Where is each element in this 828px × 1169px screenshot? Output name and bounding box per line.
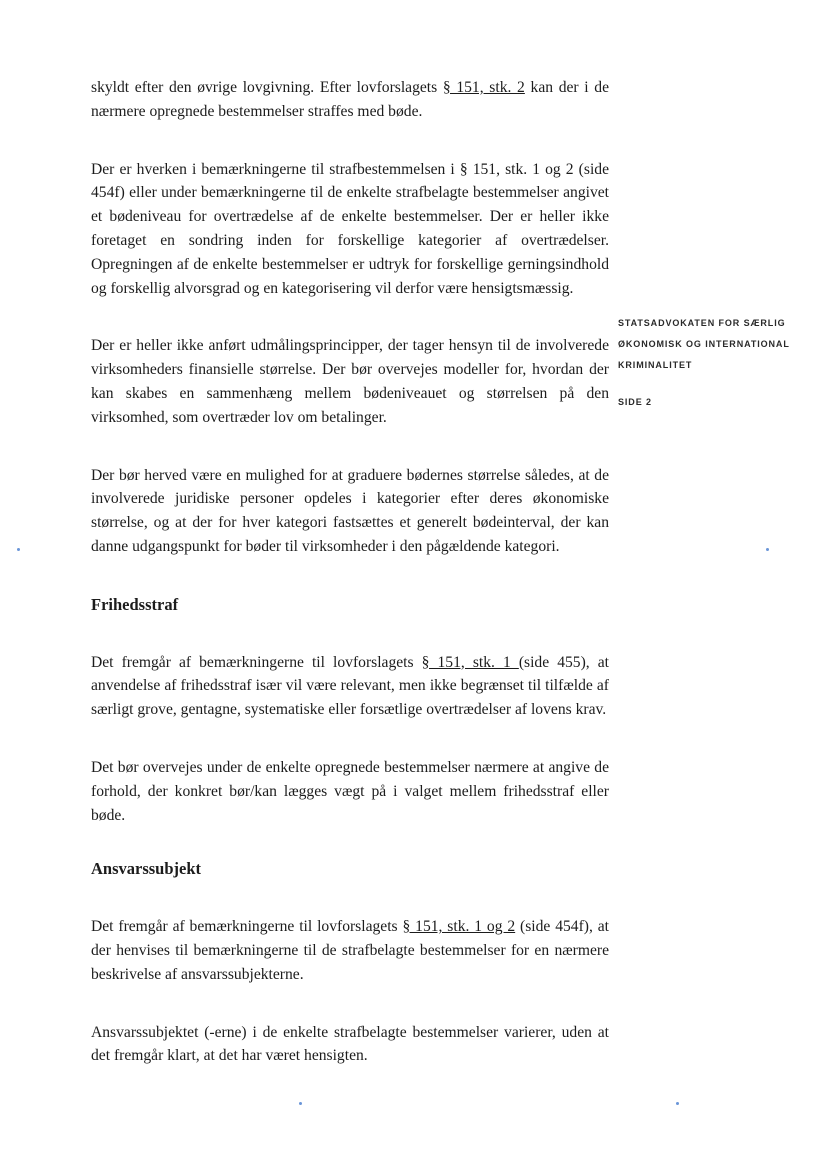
section-heading-frihedsstraf: Frihedsstraf [91, 594, 179, 614]
page-number: SIDE 2 [618, 397, 652, 407]
scan-speck [676, 1102, 679, 1105]
paragraph-text: (side 455), at anvendelse af frihedsstraf især vil være relevant, men ikke begrænset til tilfælde af særligt grove, gentagne, systematiske eller forsætlige overtrædelser af lovens krav. [91, 653, 609, 719]
org-name-line: STATSADVOKATEN FOR SÆRLIG [618, 318, 786, 328]
scan-speck [766, 548, 769, 551]
org-name-line: ØKONOMISK OG INTERNATIONAL [618, 339, 790, 349]
sidebar-organization [618, 313, 808, 376]
scan-speck [17, 548, 20, 551]
paragraph-3: Der er heller ikke anført udmålingsprincipper, der tager hensyn til de involverede virksomheders finansielle størrelse. Der bør overvejes modeller for, hvordan der kan skabes en sammenhæng mellem bødeniveauet og størrelsen på den virksomhed, som overtræder lov om betalinger. [91, 337, 609, 426]
paragraph-text: Det fremgår af bemærkningerne til lovforslagets [91, 918, 403, 936]
law-reference-link[interactable]: § 151, stk. 1 [421, 653, 519, 671]
paragraph-text: kan der i de nærmere opregnede bestemmelser straffes med bøde. [91, 79, 609, 120]
paragraph-5 [91, 651, 609, 722]
paragraph-text: Det fremgår af bemærkningerne til lovforslagets [91, 653, 422, 671]
scan-speck [299, 1102, 302, 1105]
paragraph-text: (side 454f), at der henvises til bemærkningerne til de strafbelagte bestemmelser for en nærmere beskrivelse af ansvarssubjekterne. [91, 918, 609, 983]
paragraph-4: Der bør herved være en mulighed for at graduere bødernes størrelse således, at de involverede juridiske personer opdeles i kategorier efter deres økonomiske størrelse, og at der for hver kategori fastsættes et generelt bødeinterval, der kan danne udgangspunkt for bøder til virksomheder i den pågældende kategori. [91, 466, 609, 555]
paragraph-text: skyldt efter den øvrige lovgivning. Efter lovforslagets [91, 79, 443, 96]
law-reference-link[interactable]: § 151, stk. 2 [442, 79, 525, 96]
paragraph-2: Der er hverken i bemærkningerne til strafbestemmelsen i § 151, stk. 1 og 2 (side 454f) eller under bemærkningerne til de enkelte strafbelagte bestemmelser angivet et bødeniveau for overtrædelse af de enkelte bestemmelser. Der er heller ikke foretaget en sondring inden for forskellige kategorier af overtrædelser. Opregningen af de enkelte bestemmelser er udtryk for forskellige gerningsindhold og forskellig alvorsgrad og en kategorisering vil derfor være hensigtsmæssig. [91, 160, 609, 297]
section-heading-ansvarssubjekt: Ansvarssubjekt [91, 859, 202, 879]
paragraph-6: Det bør overvejes under de enkelte opregnede bestemmelser nærmere at angive de forhold, der konkret bør/kan lægges vægt på i valget mellem frihedsstraf eller bøde. [91, 758, 609, 824]
paragraph-8: Ansvarssubjektet (-erne) i de enkelte strafbelagte bestemmelser varierer, uden at det fremgår klart, at det har været hensigten. [91, 1023, 609, 1065]
paragraph-7 [91, 915, 609, 986]
paragraph-1 [91, 76, 609, 124]
law-reference-link[interactable]: § 151, stk. 1 og 2 [402, 918, 516, 936]
document-body [91, 76, 609, 1068]
org-name-line: KRIMINALITET [618, 360, 693, 370]
